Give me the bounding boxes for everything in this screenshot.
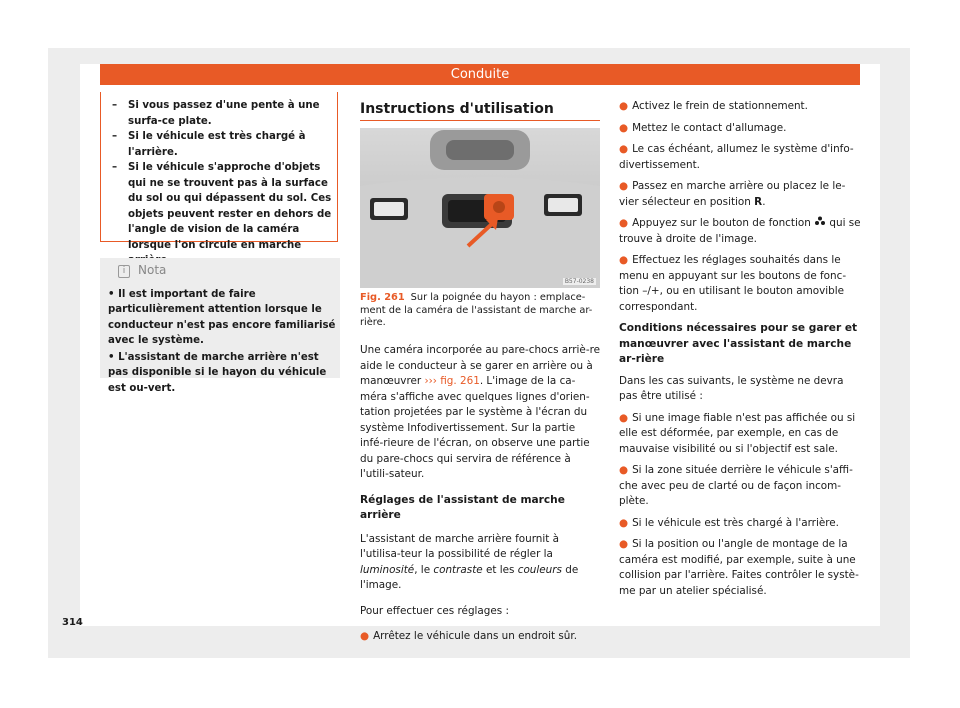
page-number: 314 xyxy=(62,617,83,628)
step-item: ● Activez le frein de stationnement. xyxy=(619,100,808,112)
figure-code: B57-0238 xyxy=(564,278,594,285)
tailgate-handle-illustration xyxy=(360,128,600,288)
warning-item: – Si le véhicule s'approche d'objets qui ne se trouvent pas à la surface du sol ou qui dépassent du sol. Ces objets peuvent rester en dehors de l'angle de vision de la caméra lorsque l'on circule en marche xyxy=(112,162,332,251)
settings-heading: Réglages de l'assistant de marche arrière xyxy=(360,493,565,521)
figure-caption: Fig. 261 Sur la poignée du hayon : emplace-ment de la caméra de l'assistant de marche ar-rière. xyxy=(360,292,593,328)
info-icon: i xyxy=(118,265,130,278)
section-title: Instructions d'utilisation xyxy=(360,101,554,117)
step-item: ● Effectuez les réglages souhaités dans le menu en appuyant sur les boutons de fonc-tion –/+, ou en utilisant le bouton amovible correspondant. xyxy=(619,254,847,313)
warning-item: – Si vous passez d'une pente à une surfa-ce plate. xyxy=(112,100,320,127)
settings-paragraph: L'assistant de marche arrière fournit à l'utilisa-teur la possibilité de régler la luminosité, le contraste et les couleurs de l'image. xyxy=(360,532,579,591)
intro-paragraph: Une caméra incorporée au pare-chocs arriè-re aide le conducteur à se garer en arrière ou à manœuvrer ››› fig. 261. L'image de la ca-méra s'affiche avec quelques lignes d'orien-tation projetées par le système à l'écran du système Infodivertissement. Sur la partie infé-rieure de l'écran, on observe une partie du pare-chocs qui servira de référence à l'utili-sateur. xyxy=(360,344,601,480)
conditions-intro: Dans les cas suivants, le système ne devra pas être utilisé : xyxy=(619,374,844,402)
step-item: ● Mettez le contact d'allumage. xyxy=(619,121,787,134)
column-3-text xyxy=(619,99,861,605)
camera-settings-icon xyxy=(814,216,826,226)
warning-list xyxy=(112,98,336,269)
condition-item: ● Si la zone située derrière le véhicule s'affi-che avec peu de clarté ou de façon incom-plète. xyxy=(619,464,853,507)
condition-item: ● Si une image fiable n'est pas affichée ou si elle est déformée, par exemple, en cas de mauvaise visibilité ou si l'objectif est sale. xyxy=(619,411,856,455)
steps-intro: Pour effectuer ces réglages : xyxy=(360,604,510,617)
step-item: ● Passez en marche arrière ou placez le le-vier sélecteur en position R. xyxy=(619,180,846,208)
condition-item: ● Si la position ou l'angle de montage de la caméra est modifié, par exemple, suite à une collision par l'arrière. Faites contrôler le systè-me par un atelier spécialisé. xyxy=(619,538,859,597)
step-item: ● Le cas échéant, allumez le système d'info-divertissement. xyxy=(619,143,854,171)
figure-label: Fig. 261 xyxy=(360,292,405,303)
title-rule xyxy=(360,120,600,121)
tailgate-camera-figure xyxy=(360,128,600,288)
step-item: ● Appuyez sur le bouton de fonction qui se trouve à droite de l'image. xyxy=(619,217,861,245)
conditions-heading: Conditions nécessaires pour se garer et manœuvrer avec l'assistant de marche ar-rière xyxy=(619,322,858,365)
note-item: • Il est important de faire particulièrement attention lorsque le conducteur n'est pas encore familiarisé avec le système. xyxy=(108,289,336,346)
note-heading: i Nota xyxy=(118,263,166,278)
column-2-text xyxy=(360,343,600,655)
note-item: • L'assistant de marche arrière n'est pas disponible si le hayon du véhicule est ou-vert. xyxy=(108,352,327,394)
warning-item: – Si le véhicule est très chargé à l'arrière. xyxy=(112,131,306,158)
step-item: ● Arrêtez le véhicule dans un endroit sûr. xyxy=(360,630,578,642)
condition-item: ● Si le véhicule est très chargé à l'arrière. xyxy=(619,516,839,529)
chapter-header: Conduite xyxy=(100,64,860,85)
figure-link[interactable]: ››› fig. 261 xyxy=(424,375,480,387)
note-list xyxy=(108,287,336,398)
